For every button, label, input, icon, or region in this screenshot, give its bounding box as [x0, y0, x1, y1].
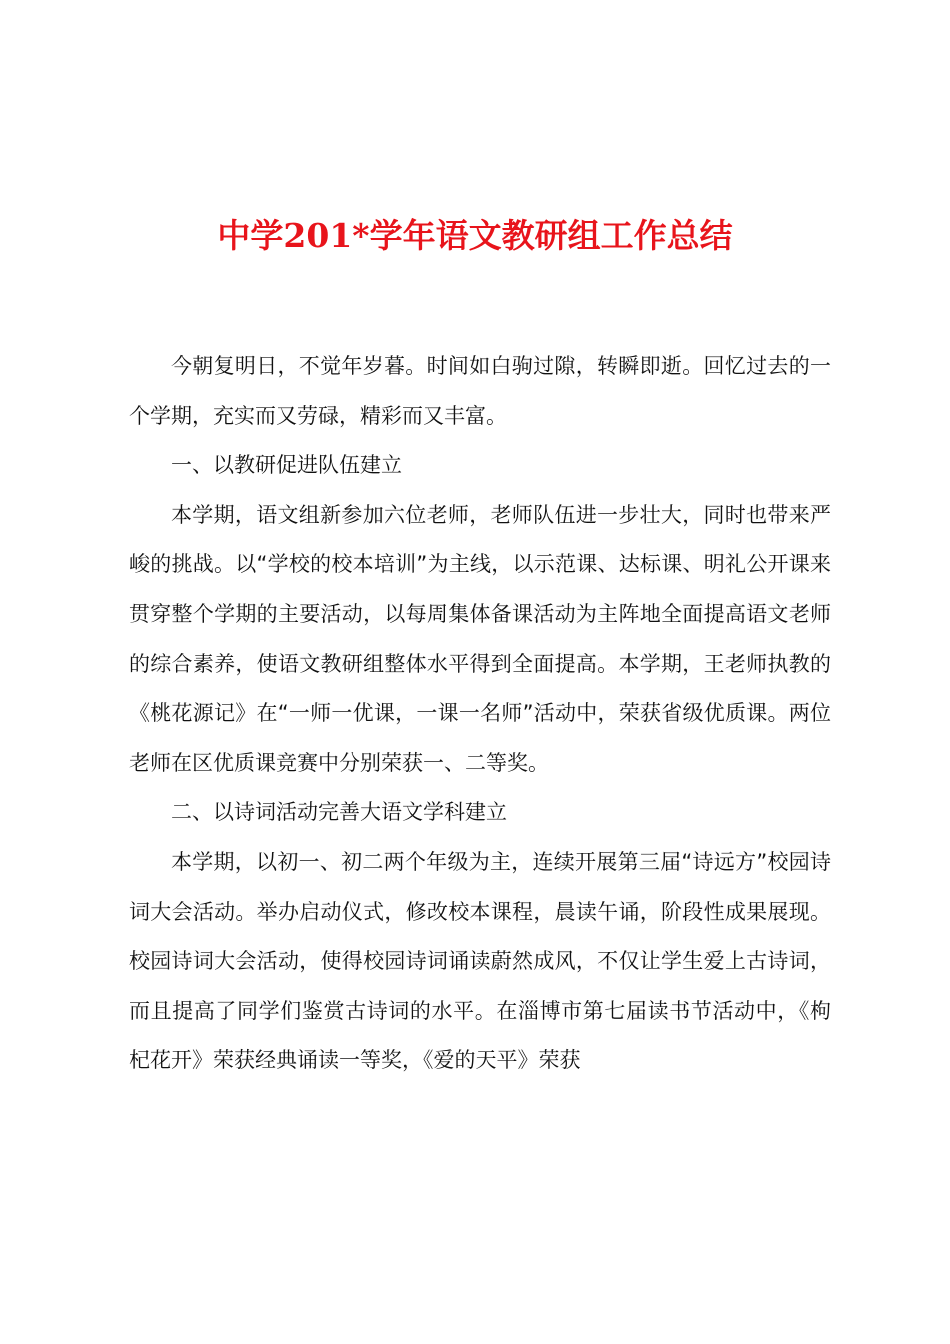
document-title: 中学201*学年语文教研组工作总结: [217, 216, 733, 255]
paragraph-section-2: 本学期，以初一、初二两个年级为主，连续开展第三届“诗远方”校园诗词大会活动。举办启动仪式，修改校本课程，晨读午诵，阶段性成果展现。校园诗词大会活动，使得校园诗词诵读蔚然成风，不仅让学生爱上古诗词，而且提高了同学们鉴赏古诗词的水平。在淄博市第七届读书节活动中，《枸杞花开》荣获经典诵读一等奖，《爱的天平》荣获: [129, 849, 831, 1073]
document-body: [129, 342, 831, 1086]
paragraph-section-1: 本学期，语文组新参加六位老师，老师队伍进一步壮大，同时也带来严峻的挑战。以“学校的校本培训”为主线，以示范课、达标课、明礼公开课来贯穿整个学期的主要活动，以每周集体备课活动为主阵地全面提高语文老师的综合素养，使语文教研组整体水平得到全面提高。本学期，王老师执教的《桃花源记》在“一师一优课，一课一名师”活动中，荣获省级优质课。两位老师在区优质课竞赛中分别荣获一、二等奖。: [129, 502, 831, 775]
section-heading-1: 一、以教研促进队伍建立: [171, 453, 402, 478]
section-heading-2: 二、以诗词活动完善大语文学科建立: [171, 800, 507, 825]
paragraph-intro: 今朝复明日，不觉年岁暮。时间如白驹过隙，转瞬即逝。回忆过去的一个学期，充实而又劳碌，精彩而又丰富。: [129, 354, 831, 428]
